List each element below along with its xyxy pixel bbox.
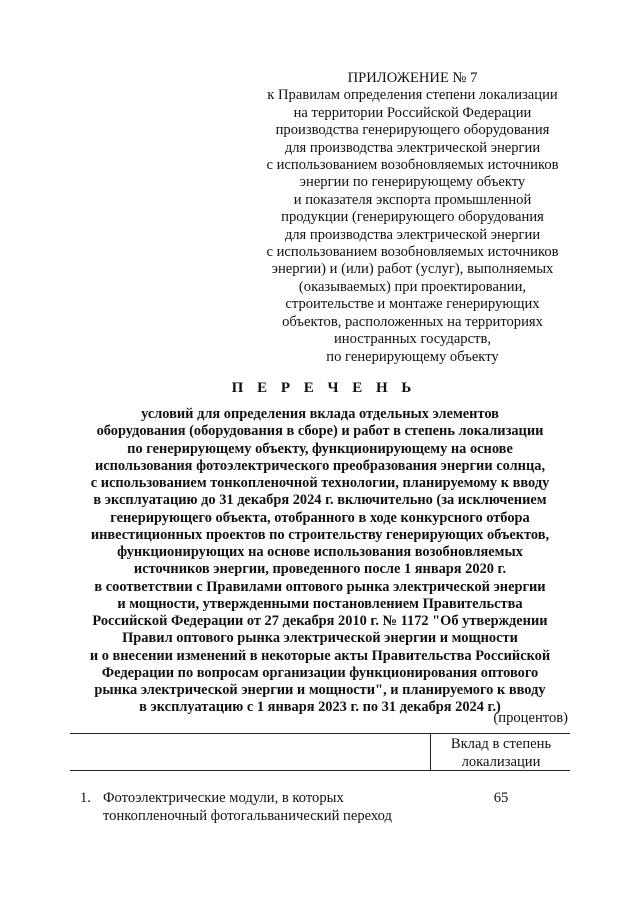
- appendix-header: [245, 70, 580, 366]
- appendix-line: (оказываемых) при проектировании,: [298, 278, 527, 295]
- conditions-line: и мощности, утвержденными постановлением Правительства: [117, 595, 523, 612]
- appendix-line: энергии) и (или) работ (услуг), выполняемых: [271, 261, 554, 278]
- conditions-line: генерирующего объекта, отобранного в ходе конкурсного отбора: [110, 509, 530, 526]
- conditions-line: по генерирующему объекту, функционирующему на основе: [127, 440, 513, 457]
- conditions-line: функционирующих на основе использования возобновляемых: [117, 544, 523, 560]
- conditions-line: и о внесении изменений в некоторые акты Правительства Российской: [89, 647, 551, 664]
- appendix-line: для производства электрической энергии: [284, 226, 541, 243]
- conditions-line: с использованием тонкопленочной технологии, планируемому к вводу: [90, 475, 550, 491]
- appendix-line: и показателя экспорта промышленной: [293, 191, 532, 208]
- conditions-line: Правил оптового рынка электрической энергии и мощности: [122, 630, 518, 647]
- row-value: 65: [493, 790, 509, 806]
- appendix-line: объектов, расположенных на территориях: [282, 313, 543, 330]
- conditions-line: Российской Федерации от 27 декабря 2010 г. № 1172 "Об утверждении: [92, 613, 548, 629]
- row-description: [103, 790, 423, 825]
- conditions-line: инвестиционных проектов по строительству генерирующих объектов,: [90, 526, 550, 543]
- unit-label: (процентов): [493, 710, 568, 726]
- appendix-line: для производства электрической энергии: [284, 139, 541, 156]
- appendix-line: энергии по генерирующему объекту: [299, 174, 526, 191]
- table-column-header: [431, 736, 571, 771]
- document-heading: П Е Р Е Ч Е Н Ь: [231, 380, 417, 396]
- conditions-line: источников энергии, проведенного после 1 января 2020 г.: [133, 561, 507, 578]
- row-number: 1.: [80, 790, 91, 806]
- appendix-line: на территории Российской Федерации: [293, 104, 532, 121]
- appendix-line: по генерирующему объекту: [326, 348, 499, 365]
- appendix-line: иностранных государств,: [334, 331, 491, 348]
- appendix-line: с использованием возобновляемых источников: [266, 157, 559, 174]
- table-top-border: [70, 733, 570, 734]
- column-header-line: Вклад в степень: [450, 736, 552, 752]
- conditions-line: использования фотоэлектрического преобразования энергии солнца,: [94, 457, 546, 474]
- conditions-line: в соответствии с Правилами оптового рынка электрической энергии: [94, 578, 546, 595]
- appendix-line: к Правилам определения степени локализации: [267, 87, 558, 104]
- appendix-line: производства генерирующего оборудования: [275, 122, 550, 139]
- appendix-title: ПРИЛОЖЕНИЕ № 7: [347, 70, 478, 86]
- appendix-line: продукции (генерирующего оборудования: [281, 209, 544, 226]
- row-description-line: Фотоэлектрические модули, в которых: [103, 790, 344, 806]
- conditions-line: оборудования (оборудования в сборе) и работ в степень локализации: [96, 423, 544, 440]
- conditions-line: условий для определения вклада отдельных элементов: [141, 406, 499, 422]
- row-description-line: тонкопленочный фотогальванический переход: [103, 807, 392, 824]
- conditions-line: Федерации по вопросам организации функционирования оптового: [101, 664, 539, 681]
- conditions-line: рынка электрической энергии и мощности", и планируемого к вводу: [94, 682, 546, 698]
- appendix-line: с использованием возобновляемых источников: [266, 244, 559, 261]
- column-header-line: локализации: [461, 753, 541, 770]
- conditions-line: в эксплуатацию до 31 декабря 2024 г. включительно (за исключением: [93, 492, 547, 509]
- conditions-line: в эксплуатацию с 1 января 2023 г. по 31 декабря 2024 г.): [139, 699, 501, 716]
- table-header-border: [70, 770, 570, 771]
- conditions-title: [60, 406, 580, 717]
- appendix-line: строительстве и монтаже генерирующих: [285, 296, 540, 313]
